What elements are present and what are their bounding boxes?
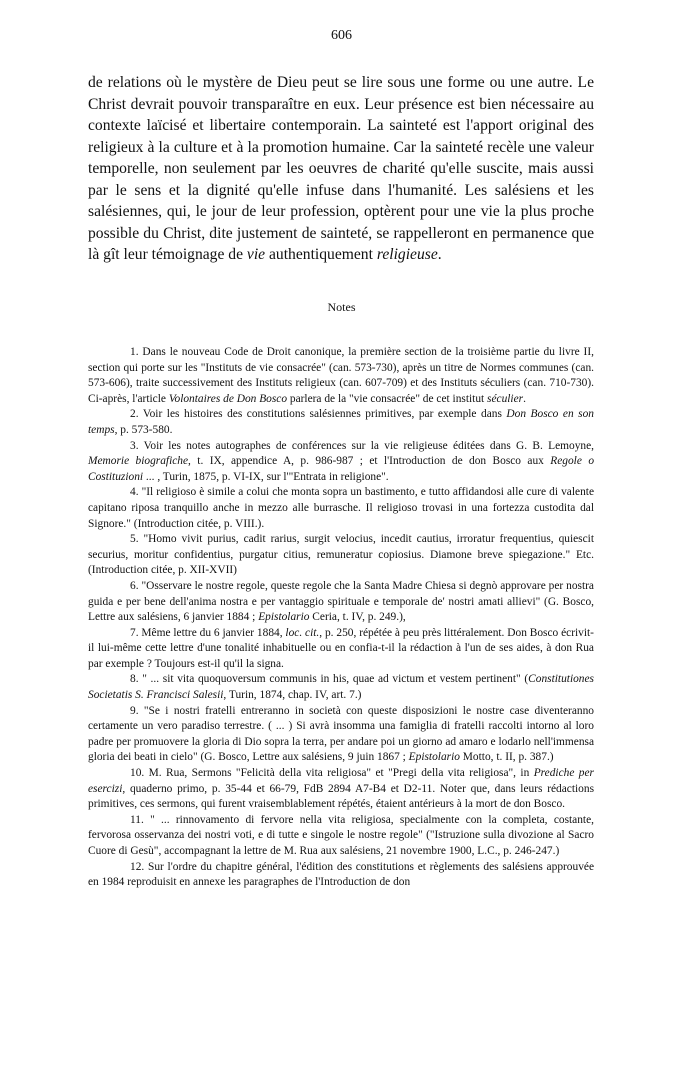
footnote-text: , p. 573-580. bbox=[114, 423, 173, 436]
footnote-text: , quaderno primo, p. 35-44 et 66-79, FdB 2894 A7-B4 et D2-11. Noter que, dans leurs rédactions primitives, ces sermons, qui furent vraisemblablement répétés, étaient antérieurs à la mort de don Bosco. bbox=[88, 782, 594, 811]
footnote bbox=[88, 813, 594, 860]
footnote bbox=[88, 626, 594, 673]
footnote bbox=[88, 532, 594, 579]
footnote bbox=[88, 704, 594, 766]
footnote bbox=[88, 860, 594, 891]
notes-heading: Notes bbox=[327, 300, 356, 314]
notes-list bbox=[88, 345, 594, 891]
footnote bbox=[88, 766, 594, 813]
footnote bbox=[88, 485, 594, 532]
footnote-text: 3. Voir les notes autographes de conférences sur la vie religieuse éditées dans G. B. Lemoyne, bbox=[130, 439, 594, 452]
footnote-text: 9. "Se i nostri fratelli entreranno in società con queste disposizioni le nostre case diventeranno certamente un vero paradiso terrestre. ( ... ) Si avrà insomma una famiglia di fratelli raccolti intorno al loro padre per promuovere la gloria di Dio sopra la terra, per andare poi un giorno ad amaro e lodarlo nell'immensa gloria dei beati in cielo" (G. Bosco, Lettre aux salésiens, 9 juin 1867 ; bbox=[88, 704, 594, 764]
footnote-text: . bbox=[523, 392, 526, 405]
footnote-text: 4. "Il religioso è simile a colui che monta sopra un bastimento, e tutto affidandosi alle cure di valente capitano riposa tranquillo anche in mezzo alle burrasche. Il religioso trovasi in una fortezza custodita dal Signore." (Introduction citée, p. VIII.). bbox=[88, 486, 594, 530]
footnote-italic-text: Don Bosco en son temps bbox=[88, 408, 594, 436]
body-paragraph bbox=[88, 72, 594, 266]
footnote-text: 6. "Osservare le nostre regole, queste regole che la Santa Madre Chiesa si degnò approvare per nostra guida e per bene dell'anima nostra e per vantaggio spirituale e temporale de' nostri amati allievi" (G. Bosco, Lettre aux salésiens, 6 janvier 1884 ; bbox=[88, 579, 594, 624]
body-text-end: . bbox=[437, 246, 442, 263]
footnote-text: , t. IX, appendice A, p. 986-987 ; et l'Introduction de don Bosco aux bbox=[188, 455, 551, 468]
footnote-italic-text: Epistolario bbox=[258, 611, 310, 624]
footnote-text: 11. " ... rinnovamento di fervore nella vita religiosa, specialmente con la completa, costante, fervorosa osservanza dei nostri voti, e di tutte e singole le nostre regole" ("Istruzione sulla divozione al Sacro Cuore di Gesù", accompagnant la lettre de M. Rua aux salésiens, 21 novembre 1900, L.C., p. 246-247.) bbox=[88, 813, 594, 857]
body-italic-vie: vie bbox=[246, 246, 266, 263]
footnote-text: Ceria, t. IV, p. 249.), bbox=[309, 611, 406, 624]
body-italic-religieuse: religieuse bbox=[376, 246, 438, 263]
footnote-italic-text: séculier bbox=[487, 392, 524, 405]
body-text-middle: authentiquement bbox=[265, 246, 377, 263]
footnote bbox=[88, 407, 594, 438]
footnote-italic-text: Prediche per esercizi bbox=[88, 767, 594, 795]
footnote bbox=[88, 672, 594, 703]
footnote-text: 12. Sur l'ordre du chapitre général, l'édition des constitutions et règlements des salésiens approuvée en 1984 reproduisit en annexe les paragraphes de l'Introduction de don bbox=[88, 860, 594, 889]
footnote-text: , Turin, 1874, chap. IV, art. 7.) bbox=[223, 689, 362, 702]
footnote-italic-text: Regole o Costituzioni bbox=[88, 455, 595, 483]
footnote-italic-text: Memorie biografiche bbox=[88, 455, 189, 468]
footnote-text: parlera de la "vie consacrée" de cet institut bbox=[287, 392, 488, 405]
footnote-text: 5. "Homo vivit purius, cadit rarius, surgit velocius, incedit cautius, irroratur frequentius, quiescit securius, moritur confidentius, purgatur citius, remuneratur copiosius. Diamone breve spiegazione." Etc. (Introduction citée, p. XII-XVII) bbox=[88, 533, 594, 577]
footnote bbox=[88, 345, 594, 407]
footnote-text: 1. Dans le nouveau Code de Droit canonique, la première section de la troisième partie du livre II, section qui porte sur les "Instituts de vie consacrée" (can. 573-730), après un titre de Normes communes (can. 573-606), traite successivement des Instituts religieux (can. 607-709) et des Instituts séculiers (can. 710-730). Ci-après, l'article bbox=[88, 346, 594, 405]
footnote-italic-text: Constitutiones Societatis S. Francisci Salesii bbox=[88, 673, 594, 702]
footnote-text: 10. M. Rua, Sermons "Felicità della vita religiosa" et "Pregi della vita religiosa", in bbox=[130, 767, 534, 780]
footnote-text: , p. 250, répétée à peu près littéralement. Don Bosco écrivit-il lui-même cette lettre d'une tonalité inhabituelle ou en confia-t-il la rédaction à l'un de ses aides, à don Rua par exemple ? Toujours est-il qu'il la signa. bbox=[88, 626, 594, 670]
footnote-text: ... , Turin, 1875, p. VI-IX, sur l'"Entrata in religione". bbox=[143, 470, 389, 483]
footnote-italic-text: Volontaires de Don Bosco bbox=[168, 392, 288, 405]
footnote-text: 2. Voir les histoires des constitutions salésiennes primitives, par exemple dans bbox=[130, 408, 507, 421]
footnote-text: Motto, t. II, p. 387.) bbox=[459, 751, 554, 764]
footnote bbox=[88, 439, 594, 486]
body-text-before: de relations où le mystère de Dieu peut se lire sous une forme ou une autre. Le Christ devrait pouvoir transparaître en eux. Leur présence est bien nécessaire au contexte laïcisé et libertaire contemporain. La sainteté est l'apport original des religieux à la culture et à la promotion humaine. Car la sainteté recèle une valeur temporelle, non seulement par les oeuvres de charité qu'elle suscite, mais aussi par le sens et la dignité qu'elle infuse dans l'humanité. Les salésiens et les salésiennes, qui, le jour de leur profession, optèrent pour une vie la plus proche possible du Christ, dite justement de sainteté, se rappelleront en permanence que là gît leur témoignage de bbox=[88, 74, 594, 263]
footnote-text: 7. Même lettre du 6 janvier 1884, bbox=[130, 626, 286, 639]
footnote-italic-text: Epistolario bbox=[408, 751, 460, 764]
page-number: 606 bbox=[331, 28, 352, 43]
footnote-italic-text: loc. cit. bbox=[285, 626, 320, 639]
footnote-text: 8. " ... sit vita quoquoversum communis in his, quae ad victum et vestem pertinent" ( bbox=[130, 673, 529, 686]
footnote bbox=[88, 579, 594, 626]
